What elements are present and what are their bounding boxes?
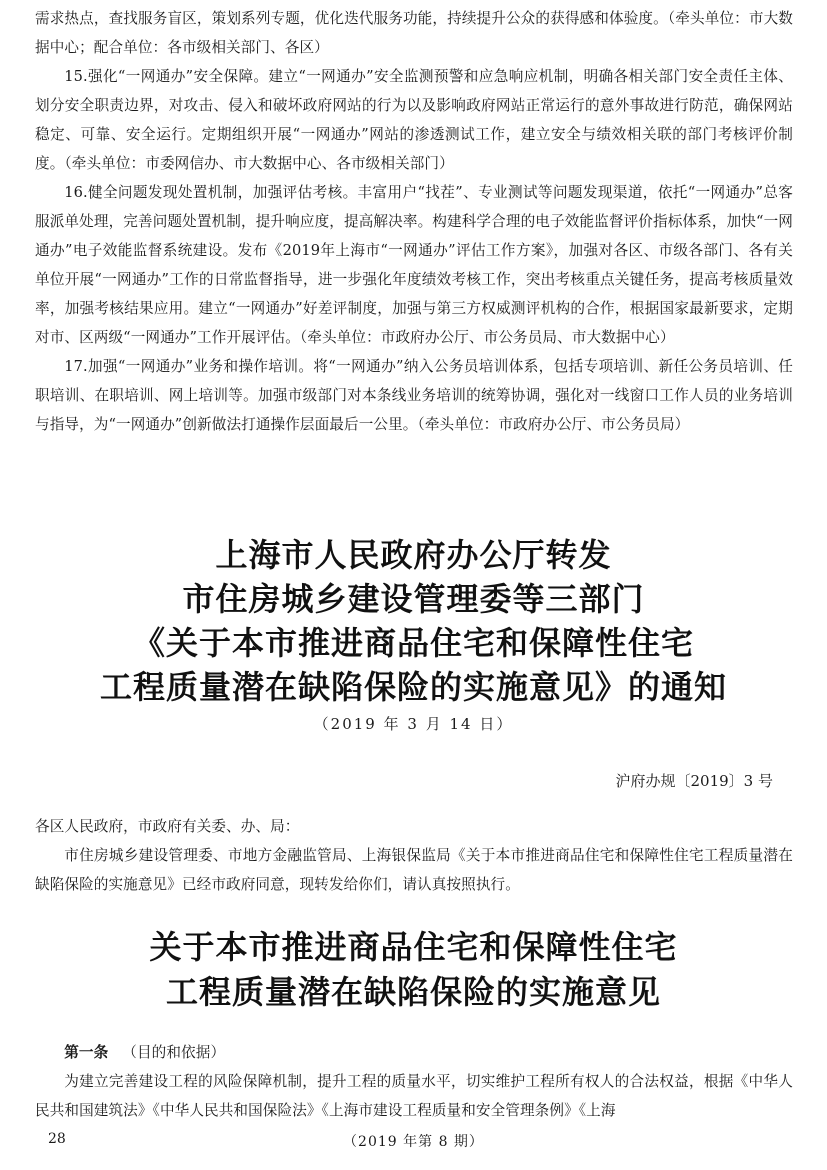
- notice-title: [0, 533, 827, 709]
- article-one: [35, 1038, 793, 1125]
- notice-title-line: 工程质量潜在缺陷保险的实施意见》的通知: [99, 668, 727, 706]
- notice-title-line: 《关于本市推进商品住宅和保障性住宅: [132, 624, 694, 662]
- opinion-title: [0, 925, 827, 1015]
- notice-title-line: 上海市人民政府办公厅转发: [215, 536, 612, 574]
- paragraph-item-17: 17.加强“一网通办”业务和操作培训。将“一网通办”纳入公务员培训体系，包括专项培训、新任公务员培训、任职培训、在职培训、网上培训等。加强市级部门对本条线业务培训的统筹协调，强化对一线窗口工作人员的业务培训与指导，为“一网通办”创新做法打通操作层面最后一公里。（牵头单位：市政府办公厅、市公务员局）: [35, 358, 793, 433]
- paragraph-item-16: 16.健全问题发现处置机制，加强评估考核。丰富用户“找茬”、专业测试等问题发现渠道，依托“一网通办”总客服派单处理，完善问题处置机制，提升响应度，提高解决率。构建科学合理的电子效能监督评价指标体系，加快“一网通办”电子效能监督系统建设。发布《2019年上海市“一网通办”评估工作方案》，加强对各区、市级各部门、各有关单位开展“一网通办”工作的日常监督指导，进一步强化年度绩效考核工作，突出考核重点关键任务，提高考核质量效率，加强考核结果应用。建立“一网通办”好差评制度，加强与第三方权威测评机构的合作，根据国家最新要求，定期对市、区两级“一网通办”工作开展评估。（牵头单位：市政府办公厅、市公务员局、市大数据中心）: [35, 184, 793, 346]
- page-number: 28: [48, 1131, 66, 1147]
- paragraph-item-15: 15.强化“一网通办”安全保障。建立“一网通办”安全监测预警和应急响应机制，明确各相关部门安全责任主体、划分安全职责边界，对攻击、侵入和破坏政府网站的行为以及影响政府网站正常运行的意外事故进行防范，确保网站稳定、可靠、安全运行。定期组织开展“一网通办”网站的渗透测试工作，建立安全与绩效相关联的部门考核评价制度。（牵头单位：市委网信办、市大数据中心、各市级相关部门）: [35, 68, 793, 172]
- article-heading: 第一条: [64, 1044, 109, 1061]
- issue-date: （2019 年 3 月 14 日）: [313, 715, 514, 733]
- salutation-section: [35, 812, 793, 899]
- continuation-section: [35, 4, 793, 439]
- addressee: 各区人民政府，市政府有关委、办、局：: [35, 818, 300, 835]
- paragraph: 需求热点，查找服务盲区，策划系列专题，优化迭代服务功能，持续提升公众的获得感和体验度。（牵头单位：市大数据中心；配合单位：各市级相关部门、各区）: [35, 10, 793, 56]
- notice-title-line: 市住房城乡建设管理委等三部门: [182, 580, 645, 618]
- opinion-title-line: 工程质量潜在缺陷保险的实施意见: [165, 973, 661, 1011]
- article-body: 为建立完善建设工程的风险保障机制，提升工程的质量水平，切实维护工程所有权人的合法权益，根据《中华人民共和国建筑法》《中华人民共和国保险法》《上海市建设工程质量和安全管理条例》《上海: [35, 1073, 793, 1119]
- article-heading-note: （目的和依据）: [122, 1044, 226, 1061]
- opinion-title-line: 关于本市推进商品住宅和保障性住宅: [149, 928, 678, 966]
- issue-label: （2019 年第 8 期）: [343, 1134, 484, 1150]
- document-number: 沪府办规〔2019〕3 号: [615, 772, 773, 790]
- salutation-body: 市住房城乡建设管理委、市地方金融监管局、上海银保监局《关于本市推进商品住宅和保障性住宅工程质量潜在缺陷保险的实施意见》已经市政府同意，现转发给你们，请认真按照执行。: [35, 847, 793, 893]
- article-heading-row: [35, 1038, 793, 1067]
